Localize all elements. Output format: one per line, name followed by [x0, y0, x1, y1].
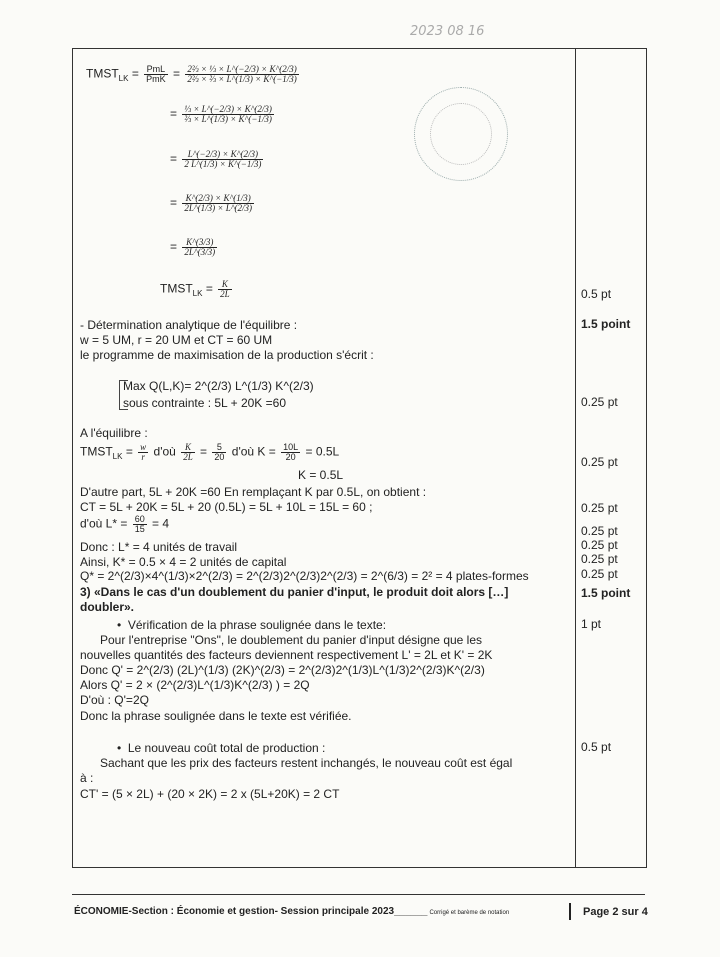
donc-q-equation: Donc Q' = 2^(2/3) (2L)^(1/3) (2K)^(2/3) = 2^(2/3)2^(1/3)L^(1/3)2^(2/3)K^(2/3): [80, 663, 485, 677]
question3-title: 3) «Dans le cas d'un doublement du panier d'input, le produit doit alors […]: [80, 585, 509, 599]
para1-line2: nouvelles quantités des facteurs deviennent respectivement L' = 2L et K' = 2K: [80, 648, 493, 662]
bullet1: • Vérification de la phrase soulignée dans le texte:: [117, 618, 387, 632]
program-constraint: sous contrainte : 5L + 20K =60: [123, 396, 287, 410]
bullet2-points: 0.5 pt: [581, 740, 612, 754]
analytic-params: w = 5 UM, r = 20 UM et CT = 60 UM: [80, 333, 273, 347]
footer-rule: [72, 894, 645, 895]
tmst-points: 0.5 pt: [581, 287, 612, 301]
l-star-result: Donc : L* = 4 unités de travail: [80, 540, 238, 554]
equilibrium-points-1: 0.25 pt: [581, 455, 618, 469]
equilibrium-points-5: 0.25 pt: [581, 552, 618, 566]
question3-title-2: doubler».: [80, 600, 135, 614]
tmst-final: $TMST_{LK}$ = $\frac{K}{2L}$: [160, 279, 230, 299]
tmst-step-2: = $\frac{\text{⅓ × L\textasciicircum{}(−2/3) × K\textasciicircum{}(2/3)}}{\text{⅔ × L\textasciicircum{}(1/3) × K\textasciicircum{}(−1/3)}}$: [170, 104, 272, 124]
tmst-step-4: = $\frac{K\^{}(2/3) \times K\^{}(1/3)}{2L\^{}(1/3) \times L\^{}(2/3)}$: [170, 193, 253, 213]
para2-line2: à :: [80, 771, 94, 785]
equilibrium-points-4: 0.25 pt: [581, 538, 618, 552]
bullet-icon: •: [117, 618, 122, 632]
footer-left: ÉCONOMIE-Section : Économie et gestion- Session principale 2023______ Corrigé et barème de notation: [74, 906, 510, 917]
program-points: 0.25 pt: [581, 395, 618, 409]
equilibrium-points-6: 0.25 pt: [581, 567, 618, 581]
ct-equation: CT = 5L + 20K = 5L + 20 (0.5L) = 5L + 10L = 15L = 60 ;: [80, 500, 373, 514]
bullet1-points: 1 pt: [581, 617, 602, 631]
page-number: Page 2 sur 4: [583, 906, 648, 918]
l-star-equation: d'où L* = $\frac{60}{15}$ = 4: [80, 514, 170, 534]
question3-points: 1.5 point: [581, 586, 631, 600]
tmst-step-5: = $\frac{K\^{}(3/3)}{2L\^{}(3/3)}$: [170, 237, 216, 257]
para2-line1: Sachant que les prix des facteurs restent inchangés, le nouveau coût est égal: [100, 756, 513, 770]
equilibrium-condition: $TMST_{LK}$ = $\frac{w}{r}$ d'où $\frac{K}{2L}$ = $\frac{5}{20}$ d'où K = $\frac{10L}{20}$ = 0.5L: [80, 442, 340, 462]
official-stamp-inner: [430, 103, 492, 165]
q-star-result: Q* = 2^(2/3)×4^(1/3)×2^(2/3) = 2^(2/3)2^(2/3)2^(2/3) = 2^(6/3) = 2² = 4 plates-formes: [80, 569, 529, 583]
substitution-text: D'autre part, 5L + 20K =60 En remplaçant K par 0.5L, on obtient :: [80, 485, 427, 499]
program-intro: le programme de maximisation de la production s'écrit :: [80, 348, 374, 362]
analytic-points: 1.5 point: [581, 317, 631, 331]
analytic-title: - Détermination analytique de l'équilibre :: [80, 318, 298, 332]
ct-new-equation: CT' = (5 × 2L) + (20 × 2K) = 2 x (5L+20K) = 2 CT: [80, 787, 340, 801]
equilibrium-points-2: 0.25 pt: [581, 501, 618, 515]
tmst-line-1: $TMST_{LK}$ = $\frac{\text{PmL}}{\text{PmK}}$ = $\frac{\text{2⅔ × ⅓ × L\textasciicircum{}(−2/3) × K\textasciicircum{}(2/3)}}{\text{2⅔ × ⅔ × L\textasciicircum{}(1/3) × K\textasciicircum{}(−1/3)}}$: [86, 64, 297, 84]
k-star-result: Ainsi, K* = 0.5 × 4 = 2 unités de capital: [80, 555, 287, 569]
para1-line1: Pour l'entreprise "Ons", le doublement du panier d'input désigne que les: [100, 633, 483, 647]
dou-q-equation: D'où : Q'=2Q: [80, 693, 149, 707]
tmst-step-3: = $\frac{L\^{}(-2/3) \times K\^{}(2/3)}{2 L\^{}(1/3) \times K\^{}(-1/3)}$: [170, 149, 262, 169]
handwritten-note: 2023 08 16: [410, 24, 485, 39]
conclusion: Donc la phrase soulignée dans le texte est vérifiée.: [80, 709, 352, 723]
program-max: Max Q(L,K)= 2^(2/3) L^(1/3) K^(2/3): [123, 379, 314, 393]
points-column-divider: [575, 48, 576, 867]
alors-q-equation: Alors Q' = 2 × (2^(2/3)L^(1/3)K^(2/3) ) = 2Q: [80, 678, 310, 692]
equilibrium-intro: A l'équilibre :: [80, 426, 148, 440]
equilibrium-points-3: 0.25 pt: [581, 524, 618, 538]
k-result: K = 0.5L: [298, 468, 344, 482]
bullet-icon: •: [117, 741, 122, 755]
bullet2: • Le nouveau coût total de production :: [117, 741, 326, 755]
footer-separator: [569, 903, 571, 920]
